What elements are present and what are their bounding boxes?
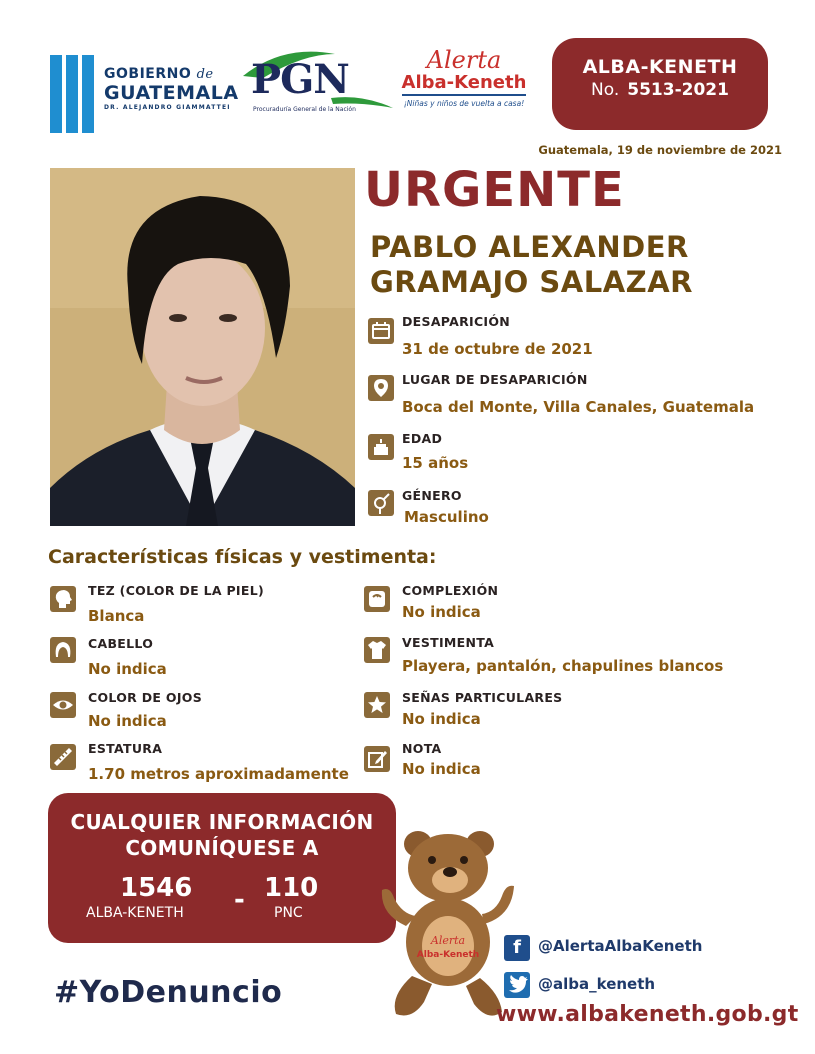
star-icon	[364, 692, 390, 718]
contact-line1: CUALQUIER INFORMACIÓN	[70, 810, 374, 834]
facebook-icon[interactable]: f	[504, 935, 530, 961]
case-no-label: No.	[591, 80, 620, 100]
phone-number-pnc: 110	[264, 873, 319, 903]
case-number-line	[552, 80, 768, 100]
hair-icon	[50, 637, 76, 663]
case-title: ALBA-KENETH	[582, 56, 738, 78]
char-hair-label: CABELLO	[88, 636, 154, 651]
hashtag: #YoDenuncio	[54, 975, 283, 1010]
pgn-logo	[243, 48, 393, 120]
field-age-value: 15 años	[402, 454, 469, 472]
calendar-icon	[368, 318, 394, 344]
gobierno-logo-bars	[50, 55, 94, 133]
char-skin-value: Blanca	[88, 607, 145, 625]
field-location-label: LUGAR DE DESAPARICIÓN	[402, 372, 588, 387]
scale-icon	[364, 586, 390, 612]
gob-line1: GOBIERNO	[104, 66, 192, 82]
char-height-value: 1.70 metros aproximadamente	[88, 765, 349, 783]
gob-line3: DR. ALEJANDRO GIAMMATTEI	[104, 104, 231, 111]
char-marks-value: No indica	[402, 710, 481, 728]
char-height-label: ESTATURA	[88, 741, 163, 756]
phone-number-alba-keneth: 1546	[120, 873, 193, 903]
shirt-icon	[364, 637, 390, 663]
gender-icon	[368, 490, 394, 516]
field-disappearance-label: DESAPARICIÓN	[402, 314, 511, 329]
field-gender-label: GÉNERO	[402, 488, 462, 503]
twitter-icon[interactable]	[504, 972, 530, 998]
mascot-badge-word: Alerta	[430, 934, 466, 947]
missing-person-name	[370, 230, 693, 300]
char-marks-label: SEÑAS PARTICULARES	[402, 690, 563, 705]
cake-icon	[368, 434, 394, 460]
alerta-logo-word: Alerta	[426, 46, 502, 74]
field-location-value: Boca del Monte, Villa Canales, Guatemala	[402, 398, 755, 416]
contact-line2: COMUNÍQUESE A	[125, 836, 319, 860]
mascot-badge-name: Alba-Keneth	[416, 950, 480, 960]
char-eyes-label: COLOR DE OJOS	[88, 690, 202, 705]
gob-line2: GUATEMALA	[104, 82, 239, 104]
alerta-logo-slogan: ¡Niñas y niños de vuelta a casa!	[403, 99, 525, 108]
note-edit-icon	[364, 746, 390, 772]
field-disappearance-value: 31 de octubre de 2021	[402, 340, 593, 358]
eye-icon	[50, 692, 76, 718]
missing-person-photo	[50, 168, 355, 526]
char-build-label: COMPLEXIÓN	[402, 583, 499, 598]
gob-de: de	[196, 67, 214, 82]
location-pin-icon	[368, 375, 394, 401]
facebook-handle[interactable]: @AlertaAlbaKeneth	[538, 937, 703, 955]
name-line1: PABLO ALEXANDER	[370, 230, 689, 264]
website-link[interactable]: www.albakeneth.gob.gt	[496, 1002, 799, 1027]
char-clothing-value: Playera, pantalón, chapulines blancos	[402, 657, 724, 675]
phone-label-pnc: PNC	[274, 905, 303, 921]
issue-date: Guatemala, 19 de noviembre de 2021	[538, 143, 782, 157]
pgn-logo-text: PGN	[251, 56, 349, 103]
urgent-heading: URGENTE	[364, 162, 625, 218]
twitter-handle[interactable]: @alba_keneth	[538, 975, 656, 993]
case-number: 5513-2021	[627, 80, 729, 100]
char-build-value: No indica	[402, 603, 481, 621]
char-note-value: No indica	[402, 760, 481, 778]
head-profile-icon	[50, 586, 76, 612]
char-note-label: NOTA	[402, 741, 442, 756]
bear-mascot	[372, 826, 522, 1026]
phone-label-alba-keneth: ALBA-KENETH	[86, 905, 184, 921]
char-hair-value: No indica	[88, 660, 167, 678]
name-line2: GRAMAJO SALAZAR	[370, 265, 693, 299]
field-age-label: EDAD	[402, 431, 443, 446]
phone-dash: -	[234, 885, 245, 915]
char-skin-label: TEZ (COLOR DE LA PIEL)	[88, 583, 265, 598]
case-number-box	[552, 38, 768, 130]
characteristics-title: Características físicas y vestimenta:	[48, 546, 437, 568]
ruler-icon	[50, 744, 76, 770]
alerta-logo-name: Alba-Keneth	[402, 72, 527, 96]
char-eyes-value: No indica	[88, 712, 167, 730]
contact-box	[48, 793, 396, 943]
gobierno-logo-text	[104, 66, 239, 112]
field-gender-value: Masculino	[404, 508, 489, 526]
char-clothing-label: VESTIMENTA	[402, 635, 495, 650]
pgn-subtitle: Procuraduría General de la Nación	[253, 106, 356, 113]
alerta-alba-keneth-logo	[396, 48, 532, 118]
